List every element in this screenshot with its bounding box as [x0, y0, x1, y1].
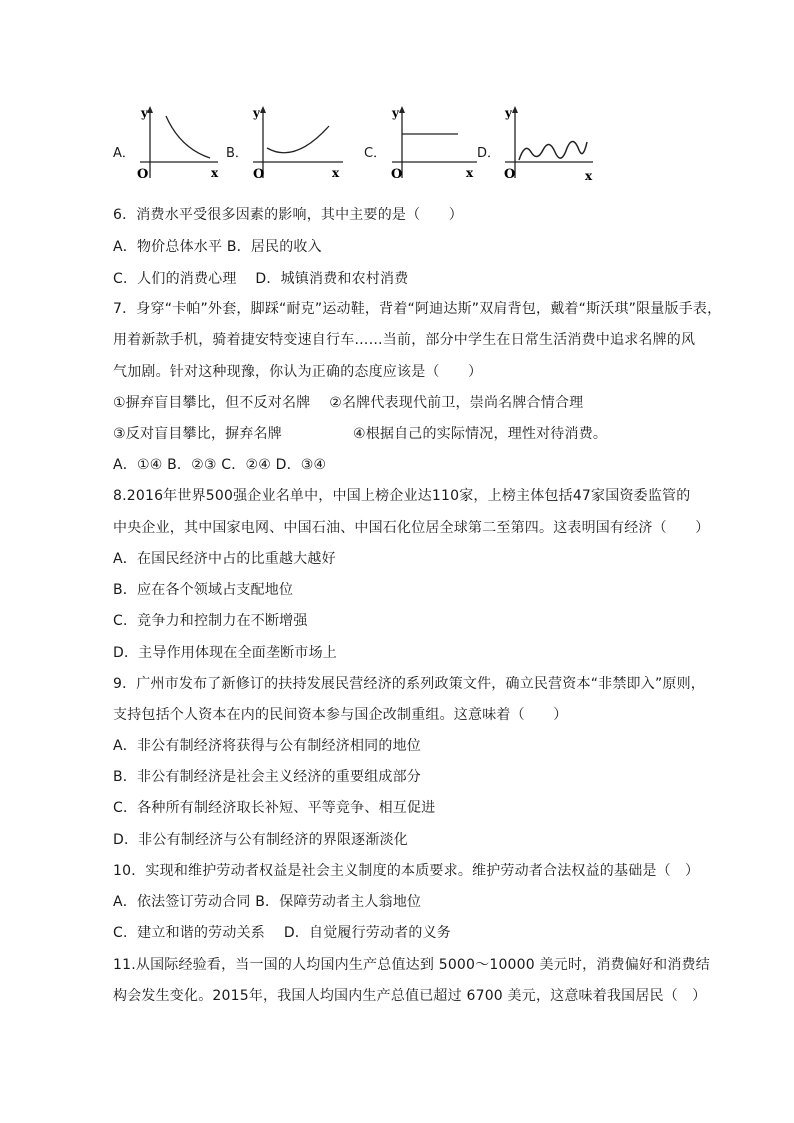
q8-option-a: A．在国民经济中占的比重越大越好 — [113, 551, 336, 567]
graph-c-y: y — [392, 106, 399, 120]
graph-d-label: D． — [477, 146, 501, 161]
q7-stem-line1: 7．身穿“卡帕”外套，脚踩“耐克”运动鞋，背着“阿迪达斯”双肩背包，戴着“斯沃琪”限量版手表， — [113, 301, 722, 317]
graph-a-plot — [110, 100, 220, 190]
graph-a-label: A． — [113, 146, 135, 161]
q6-stem: 6．消费水平受很多因素的影响，其中主要的是（ ） — [113, 207, 463, 223]
q6-options-cd: C．人们的消费心理 D．城镇消费和农村消费 — [113, 271, 409, 287]
q8-stem-line1: 8.2016年世界500强企业名单中，中国上榜企业达110家，上榜主体包括47家国资委监管的 — [113, 488, 691, 504]
q9-option-b: B．非公有制经济是社会主义经济的重要组成部分 — [113, 769, 422, 785]
graph-option-b — [225, 100, 350, 190]
q9-stem-line2: 支持包括个人资本在内的民间资本参与国企改制重组。这意味着（ ） — [113, 707, 568, 723]
q7-options: A．①④ B．②③ C．②④ D．③④ — [113, 457, 327, 473]
q8-option-b: B．应在各个领域占支配地位 — [113, 582, 294, 598]
graph-option-a — [110, 100, 220, 190]
q11-stem-line1: 11.从国际经验看，当一国的人均国内生产总值达到 5000～10000 美元时，消费偏好和消费结 — [113, 957, 710, 973]
graph-a-y: y — [141, 106, 148, 120]
graph-d-plot — [475, 100, 610, 190]
q8-stem-line2: 中央企业，其中国家电网、中国石油、中国石化位居全球第二至第四。这表明国有经济（ ） — [113, 520, 710, 536]
q7-stem-line2: 用着新款手机，骑着捷安特变速自行车……当前，部分中学生在日常生活消费中追求名牌的风 — [113, 332, 696, 348]
q10-options-ab: A．依法签订劳动合同 B．保障劳动者主人翁地位 — [113, 894, 422, 910]
q6-options-ab: A．物价总体水平 B．居民的收入 — [113, 239, 322, 255]
q11-stem-line2: 构会发生变化。2015年，我国人均国内生产总值已超过 6700 美元，这意味着我国居民（ ） — [113, 988, 707, 1004]
q8-option-d: D．主导作用体现在全面垄断市场上 — [113, 645, 337, 661]
graph-d-x: x — [585, 169, 593, 183]
q8-option-c: C．竞争力和控制力在不断增强 — [113, 613, 308, 629]
graph-d-origin: O — [504, 167, 516, 182]
q10-options-cd: C．建立和谐的劳动关系 D．自觉履行劳动者的义务 — [113, 925, 452, 941]
graph-option-d — [475, 100, 610, 190]
graph-b-origin: O — [253, 167, 265, 182]
graph-d-y: y — [505, 106, 512, 120]
graph-b-plot — [225, 100, 350, 190]
q10-stem: 10．实现和维护劳动者权益是社会主义制度的本质要求。维护劳动者合法权益的基础是（ ） — [113, 863, 700, 879]
graph-a-x: x — [211, 166, 219, 180]
graph-b-x: x — [332, 166, 340, 180]
q7-items-34: ③反对盲目攀比，摒弃名牌 ④根据自己的实际情况，理性对待消费。 — [113, 426, 608, 442]
graph-c-plot — [362, 100, 487, 190]
graph-option-c — [362, 100, 487, 190]
q9-option-a: A．非公有制经济将获得与公有制经济相同的地位 — [113, 738, 421, 754]
graph-c-label: C． — [364, 146, 387, 161]
graph-b-y: y — [253, 106, 260, 120]
q7-stem-line3: 气加剧。针对这种现豫，你认为正确的态度应该是（ ） — [113, 364, 483, 380]
graph-c-x: x — [466, 166, 474, 180]
q9-option-d: D．非公有制经济与公有制经济的界限逐渐淡化 — [113, 832, 408, 848]
q9-stem-line1: 9．广州市发布了新修订的扶持发展民营经济的系列政策文件，确立民营资本“非禁即入”原则， — [113, 676, 706, 692]
graph-c-origin: O — [391, 167, 403, 182]
q9-option-c: C．各种所有制经济取长补短、平等竞争、相互促进 — [113, 800, 436, 816]
graph-b-label: B． — [226, 146, 248, 161]
q7-items-12: ①摒弃盲目攀比，但不反对名牌 ②名牌代表现代前卫，崇尚名牌合情合理 — [113, 395, 584, 411]
graph-a-origin: O — [137, 167, 149, 182]
graph-options — [110, 100, 610, 190]
